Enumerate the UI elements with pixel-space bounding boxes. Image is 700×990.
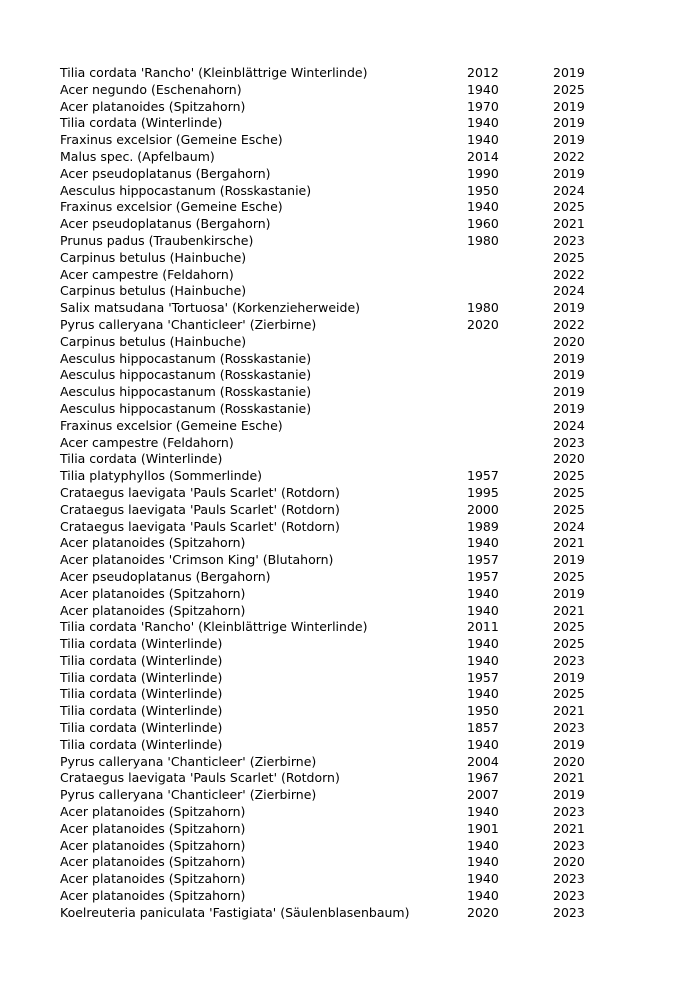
inspection-year-cell: 2019 [553,300,585,316]
tree-species-cell: Acer platanoides (Spitzahorn) [60,871,246,887]
inspection-year-cell: 2021 [553,820,585,836]
table-row [60,451,620,468]
tree-species-cell: Acer platanoides (Spitzahorn) [60,888,246,904]
inspection-year-cell: 2020 [553,753,585,769]
planting-year-cell: 1957 [467,669,499,685]
tree-table [60,65,620,922]
planting-year-cell: 1950 [467,703,499,719]
tree-species-cell: Tilia platyphyllos (Sommerlinde) [60,468,263,484]
tree-species-cell: Tilia cordata (Winterlinde) [60,115,223,131]
tree-species-cell: Crataegus laevigata 'Pauls Scarlet' (Rotdorn) [60,501,340,517]
inspection-year-cell: 2019 [553,115,585,131]
table-row [60,905,620,922]
planting-year-cell: 1957 [467,568,499,584]
planting-year-cell: 1857 [467,720,499,736]
planting-year-cell: 1940 [467,652,499,668]
inspection-year-cell: 2025 [553,501,585,517]
inspection-year-cell: 2019 [553,367,585,383]
table-row [60,367,620,384]
tree-species-cell: Fraxinus excelsior (Gemeine Esche) [60,199,283,215]
tree-species-cell: Fraxinus excelsior (Gemeine Esche) [60,417,283,433]
planting-year-cell: 1990 [467,165,499,181]
table-row [60,351,620,368]
tree-species-cell: Pyrus calleryana 'Chanticleer' (Zierbirne) [60,753,317,769]
tree-species-cell: Acer negundo (Eschenahorn) [60,81,242,97]
inspection-year-cell: 2025 [553,249,585,265]
inspection-year-cell: 2020 [553,451,585,467]
table-row [60,770,620,787]
tree-species-cell: Crataegus laevigata 'Pauls Scarlet' (Rotdorn) [60,770,340,786]
table-row [60,115,620,132]
inspection-year-cell: 2024 [553,417,585,433]
planting-year-cell: 1940 [467,199,499,215]
table-row [60,686,620,703]
planting-year-cell: 2012 [467,65,499,80]
planting-year-cell: 1940 [467,686,499,702]
inspection-year-cell: 2025 [553,636,585,652]
planting-year-cell: 1940 [467,132,499,148]
table-row [60,149,620,166]
tree-species-cell: Tilia cordata (Winterlinde) [60,669,223,685]
table-row [60,300,620,317]
inspection-year-cell: 2023 [553,720,585,736]
inspection-year-cell: 2019 [553,384,585,400]
inspection-year-cell: 2025 [553,468,585,484]
table-row [60,619,620,636]
inspection-year-cell: 2024 [553,518,585,534]
tree-species-cell: Salix matsudana 'Tortuosa' (Korkenzieherweide) [60,300,361,316]
table-row [60,569,620,586]
table-row [60,485,620,502]
tree-species-cell: Acer platanoides (Spitzahorn) [60,820,246,836]
tree-species-cell: Crataegus laevigata 'Pauls Scarlet' (Rotdorn) [60,518,340,534]
tree-species-cell: Acer campestre (Feldahorn) [60,266,234,282]
table-row [60,636,620,653]
planting-year-cell: 1940 [467,602,499,618]
tree-species-cell: Acer pseudoplatanus (Bergahorn) [60,216,271,232]
planting-year-cell: 1980 [467,232,499,248]
tree-species-cell: Aesculus hippocastanum (Rosskastanie) [60,350,312,366]
table-row [60,737,620,754]
tree-species-cell: Acer platanoides 'Crimson King' (Blutahorn) [60,552,334,568]
inspection-year-cell: 2023 [553,434,585,450]
planting-year-cell: 1967 [467,770,499,786]
planting-year-cell: 1940 [467,888,499,904]
inspection-year-cell: 2023 [553,652,585,668]
table-row [60,132,620,149]
inspection-year-cell: 2019 [553,350,585,366]
inspection-year-cell: 2021 [553,216,585,232]
planting-year-cell: 1940 [467,115,499,131]
planting-year-cell: 1957 [467,552,499,568]
planting-year-cell: 2000 [467,501,499,517]
table-row [60,535,620,552]
inspection-year-cell: 2025 [553,199,585,215]
planting-year-cell: 1940 [467,585,499,601]
inspection-year-cell: 2019 [553,585,585,601]
tree-species-cell: Acer platanoides (Spitzahorn) [60,98,246,114]
table-row [60,838,620,855]
tree-species-cell: Carpinus betulus (Hainbuche) [60,249,247,265]
planting-year-cell: 1989 [467,518,499,534]
table-row [60,317,620,334]
table-row [60,703,620,720]
planting-year-cell: 1940 [467,837,499,853]
tree-species-cell: Malus spec. (Apfelbaum) [60,148,215,164]
table-row [60,199,620,216]
table-row [60,552,620,569]
tree-species-cell: Pyrus calleryana 'Chanticleer' (Zierbirne) [60,787,317,803]
planting-year-cell: 1940 [467,871,499,887]
table-row [60,334,620,351]
inspection-year-cell: 2021 [553,535,585,551]
planting-year-cell: 1940 [467,736,499,752]
inspection-year-cell: 2023 [553,871,585,887]
planting-year-cell: 2020 [467,316,499,332]
inspection-year-cell: 2025 [553,619,585,635]
inspection-year-cell: 2020 [553,333,585,349]
planting-year-cell: 1950 [467,182,499,198]
table-row [60,65,620,82]
table-row [60,888,620,905]
planting-year-cell: 1940 [467,81,499,97]
inspection-year-cell: 2025 [553,81,585,97]
table-row [60,603,620,620]
tree-species-cell: Crataegus laevigata 'Pauls Scarlet' (Rotdorn) [60,484,340,500]
tree-species-cell: Aesculus hippocastanum (Rosskastanie) [60,400,312,416]
table-row [60,670,620,687]
inspection-year-cell: 2025 [553,484,585,500]
table-row [60,871,620,888]
table-row [60,283,620,300]
table-row [60,401,620,418]
table-row [60,418,620,435]
inspection-year-cell: 2022 [553,316,585,332]
table-row [60,99,620,116]
table-row [60,384,620,401]
inspection-year-cell: 2019 [553,165,585,181]
tree-species-cell: Acer platanoides (Spitzahorn) [60,535,246,551]
inspection-year-cell: 2019 [553,400,585,416]
table-row [60,653,620,670]
tree-species-cell: Acer platanoides (Spitzahorn) [60,804,246,820]
inspection-year-cell: 2023 [553,837,585,853]
tree-species-cell: Acer pseudoplatanus (Bergahorn) [60,568,271,584]
planting-year-cell: 2020 [467,904,499,920]
tree-species-cell: Tilia cordata (Winterlinde) [60,720,223,736]
table-row [60,821,620,838]
table-row [60,754,620,771]
tree-species-cell: Tilia cordata (Winterlinde) [60,451,223,467]
planting-year-cell: 1940 [467,854,499,870]
tree-species-cell: Koelreuteria paniculata 'Fastigiata' (Säulenblasenbaum) [60,904,410,920]
table-row [60,502,620,519]
planting-year-cell: 1940 [467,804,499,820]
tree-species-cell: Tilia cordata (Winterlinde) [60,703,223,719]
inspection-year-cell: 2025 [553,568,585,584]
inspection-year-cell: 2021 [553,602,585,618]
inspection-year-cell: 2021 [553,770,585,786]
table-row [60,267,620,284]
table-row [60,586,620,603]
planting-year-cell: 2011 [467,619,499,635]
inspection-year-cell: 2023 [553,904,585,920]
tree-species-cell: Tilia cordata (Winterlinde) [60,736,223,752]
table-row [60,82,620,99]
inspection-year-cell: 2024 [553,283,585,299]
inspection-year-cell: 2019 [553,736,585,752]
inspection-year-cell: 2023 [553,804,585,820]
planting-year-cell: 1940 [467,636,499,652]
table-row [60,250,620,267]
planting-year-cell: 2007 [467,787,499,803]
table-row [60,720,620,737]
planting-year-cell: 1901 [467,820,499,836]
tree-species-cell: Acer campestre (Feldahorn) [60,434,234,450]
tree-species-cell: Fraxinus excelsior (Gemeine Esche) [60,132,283,148]
table-row [60,787,620,804]
inspection-year-cell: 2019 [553,132,585,148]
tree-species-cell: Acer platanoides (Spitzahorn) [60,585,246,601]
inspection-year-cell: 2022 [553,148,585,164]
table-row [60,183,620,200]
tree-species-cell: Acer pseudoplatanus (Bergahorn) [60,165,271,181]
tree-species-cell: Prunus padus (Traubenkirsche) [60,232,254,248]
planting-year-cell: 2014 [467,148,499,164]
table-row [60,166,620,183]
table-row [60,854,620,871]
inspection-year-cell: 2023 [553,888,585,904]
inspection-year-cell: 2019 [553,98,585,114]
table-row [60,435,620,452]
inspection-year-cell: 2025 [553,686,585,702]
inspection-year-cell: 2022 [553,266,585,282]
table-row [60,216,620,233]
tree-species-cell: Tilia cordata (Winterlinde) [60,686,223,702]
inspection-year-cell: 2019 [553,552,585,568]
planting-year-cell: 1960 [467,216,499,232]
planting-year-cell: 1957 [467,468,499,484]
inspection-year-cell: 2024 [553,182,585,198]
table-row [60,804,620,821]
tree-species-cell: Tilia cordata 'Rancho' (Kleinblättrige Winterlinde) [60,65,368,80]
tree-species-cell: Tilia cordata 'Rancho' (Kleinblättrige Winterlinde) [60,619,368,635]
tree-species-cell: Aesculus hippocastanum (Rosskastanie) [60,384,312,400]
planting-year-cell: 1940 [467,535,499,551]
table-row [60,519,620,536]
tree-species-cell: Acer platanoides (Spitzahorn) [60,854,246,870]
planting-year-cell: 1980 [467,300,499,316]
planting-year-cell: 1995 [467,484,499,500]
inspection-year-cell: 2021 [553,703,585,719]
inspection-year-cell: 2019 [553,65,585,80]
tree-species-cell: Acer platanoides (Spitzahorn) [60,837,246,853]
inspection-year-cell: 2019 [553,787,585,803]
planting-year-cell: 1970 [467,98,499,114]
tree-species-cell: Aesculus hippocastanum (Rosskastanie) [60,367,312,383]
inspection-year-cell: 2020 [553,854,585,870]
tree-species-cell: Tilia cordata (Winterlinde) [60,636,223,652]
tree-species-cell: Carpinus betulus (Hainbuche) [60,283,247,299]
tree-species-cell: Carpinus betulus (Hainbuche) [60,333,247,349]
tree-species-cell: Tilia cordata (Winterlinde) [60,652,223,668]
planting-year-cell: 2004 [467,753,499,769]
tree-species-cell: Aesculus hippocastanum (Rosskastanie) [60,182,312,198]
tree-species-cell: Pyrus calleryana 'Chanticleer' (Zierbirne) [60,316,317,332]
table-row [60,468,620,485]
tree-species-cell: Acer platanoides (Spitzahorn) [60,602,246,618]
table-row [60,233,620,250]
inspection-year-cell: 2023 [553,232,585,248]
inspection-year-cell: 2019 [553,669,585,685]
